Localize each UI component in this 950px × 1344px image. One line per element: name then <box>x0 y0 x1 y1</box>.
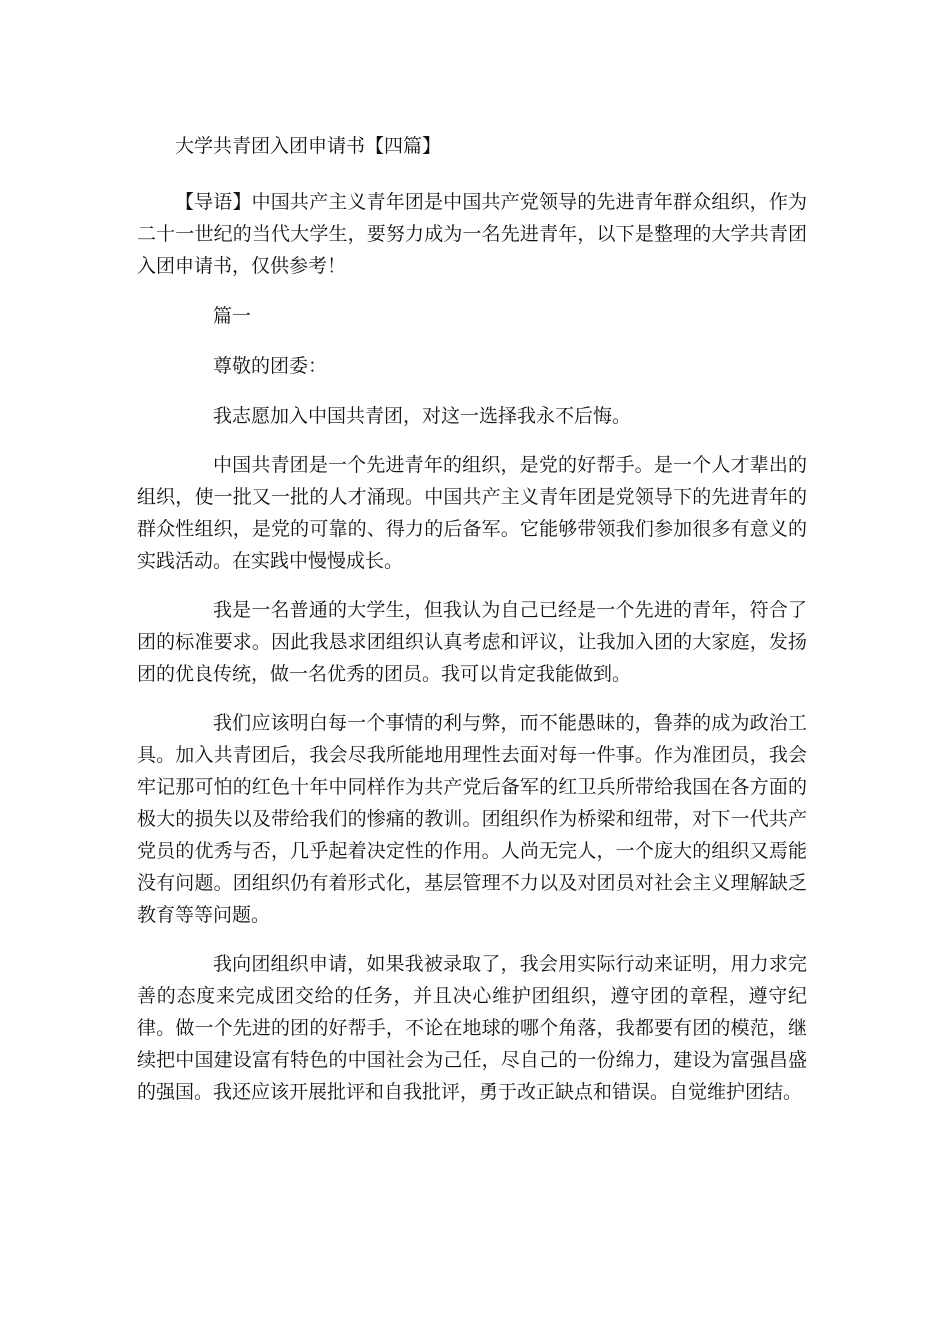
intro-paragraph: 【导语】中国共产主义青年团是中国共产党领导的先进青年群众组织，作为二十一世纪的当代大学生，要努力成为一名先进青年，以下是整理的大学共青团入团申请书，仅供参考！ <box>137 191 807 277</box>
document-title: 大学共青团入团申请书【四篇】 <box>175 135 442 157</box>
body-paragraph: 我是一名普通的大学生，但我认为自己已经是一个先进的青年，符合了团的标准要求。因此我恳求团组织认真考虑和评议，让我加入团的大家庭，发扬团的优良传统，做一名优秀的团员。我可以肯定我能做到。 <box>137 599 807 685</box>
body-paragraph: 中国共青团是一个先进青年的组织，是党的好帮手。是一个人才辈出的组织，使一批又一批的人才涌现。中国共产主义青年团是党领导下的先进青年的群众性组织，是党的可靠的、得力的后备军。它能够带领我们参加很多有意义的实践活动。在实践中慢慢成长。 <box>137 454 807 572</box>
body-paragraph: 我们应该明白每一个事情的利与弊，而不能愚昧的，鲁莽的成为政治工具。加入共青团后，我会尽我所能地用理性去面对每一件事。作为准团员，我会牢记那可怕的红色十年中同样作为共产党后备军的红卫兵所带给我国在各方面的极大的损失以及带给我们的惨痛的教训。团组织作为桥梁和纽带，对下一代共产党员的优秀与否，几乎起着决定性的作用。人尚无完人，一个庞大的组织又焉能没有问题。团组织仍有着形式化，基层管理不力以及对团员对社会主义理解缺乏教育等等问题。 <box>137 712 807 926</box>
section-heading: 篇一 <box>213 305 252 327</box>
body-paragraph: 我志愿加入中国共青团，对这一选择我永不后悔。 <box>213 405 632 427</box>
document-body <box>137 130 807 1125</box>
salutation: 尊敬的团委： <box>213 355 328 377</box>
body-paragraph: 我向团组织申请，如果我被录取了，我会用实际行动来证明，用力求完善的态度来完成团交给的任务，并且决心维护团组织，遵守团的章程，遵守纪律。做一个先进的团的好帮手，不论在地球的哪个角落，我都要有团的模范，继续把中国建设富有特色的中国社会为己任，尽自己的一份绵力，建设为富强昌盛的强国。我还应该开展批评和自我批评，勇于改正缺点和错误。自觉维护团结。 <box>137 953 807 1103</box>
